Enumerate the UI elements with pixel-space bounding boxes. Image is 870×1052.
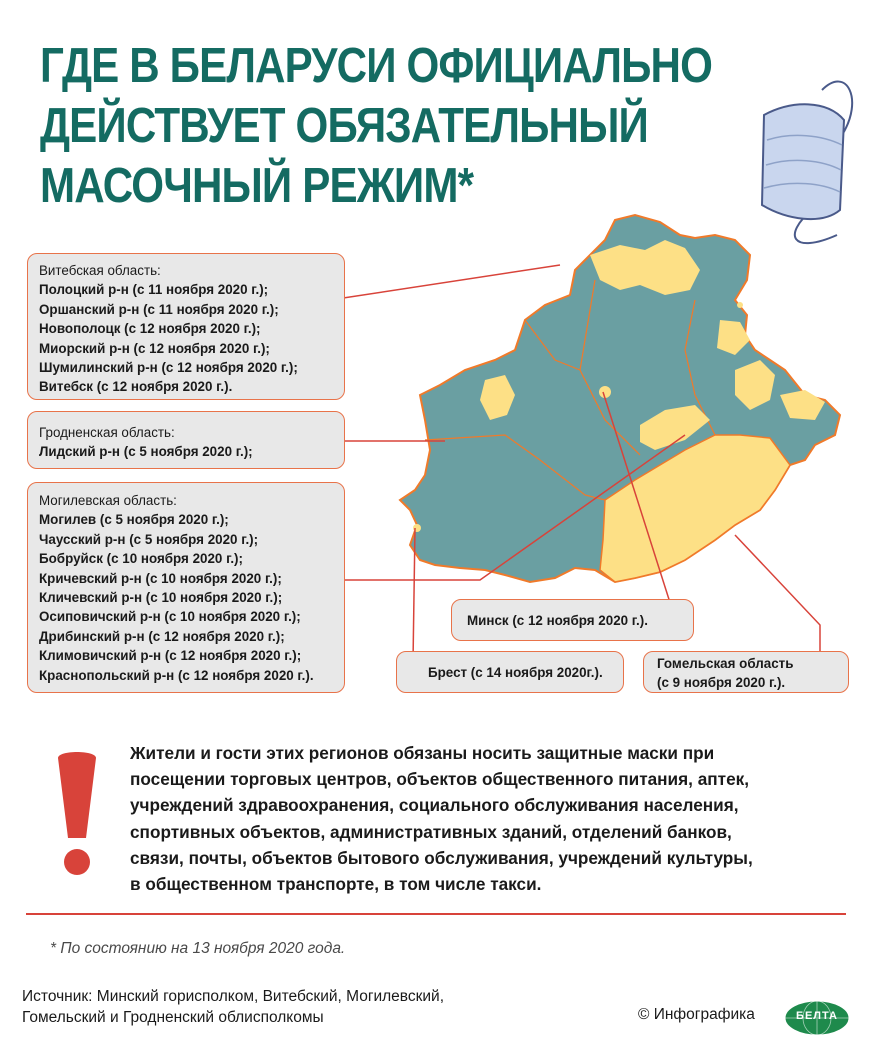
grodno-oblast-box xyxy=(27,411,345,469)
notice-line: Жители и гости этих регионов обязаны носить защитные маски при xyxy=(130,743,715,763)
source-line-2: Гомельский и Гродненский облисполкомы xyxy=(22,1009,324,1026)
list-item: Бобруйск (с 10 ноября 2020 г.); xyxy=(39,551,243,567)
brest-label: Брест (с 14 ноября 2020г.). xyxy=(428,665,603,680)
mogilev-oblast-box xyxy=(27,482,345,693)
source-line-1: Источник: Минский горисполком, Витебский, Могилевский, xyxy=(22,988,445,1005)
globe-logo-icon xyxy=(784,1000,850,1036)
title-line-3: МАСОЧНЫЙ РЕЖИМ* xyxy=(40,159,474,213)
brest-dot xyxy=(413,524,421,532)
infographic-credit: © Инфографика xyxy=(638,1006,755,1023)
minsk-box xyxy=(451,599,694,641)
gomel-label-line-2: (с 9 ноября 2020 г.). xyxy=(657,675,786,691)
mogilev-oblast-heading: Могилевская область: xyxy=(39,493,177,508)
page-title xyxy=(40,36,713,216)
list-item: Дрибинский р-н (с 12 ноября 2020 г.); xyxy=(39,628,285,644)
list-item: Краснопольский р-н (с 12 ноября 2020 г.). xyxy=(39,667,314,683)
footnote: * По состоянию на 13 ноября 2020 года. xyxy=(50,940,346,957)
list-item: Кричевский р-н (с 10 ноября 2020 г.); xyxy=(39,570,282,586)
list-item: Витебск (с 12 ноября 2020 г.). xyxy=(39,379,233,395)
notice-line: спортивных объектов, административных зданий, отделений банков, xyxy=(130,821,732,842)
list-item: Климовичский р-н (с 12 ноября 2020 г.); xyxy=(39,648,302,664)
notice-text xyxy=(130,740,840,897)
brest-box xyxy=(396,651,624,693)
list-item: Миорский р-н (с 12 ноября 2020 г.); xyxy=(39,340,270,356)
belarus-map xyxy=(395,210,865,590)
notice-line: связи, почты, объектов бытового обслуживания, учреждений культуры, xyxy=(130,847,753,868)
list-item: Лидский р-н (с 5 ноября 2020 г.); xyxy=(39,444,253,460)
vitebsk-oblast-heading: Витебская область: xyxy=(39,263,161,278)
list-item: Чаусский р-н (с 5 ноября 2020 г.); xyxy=(39,531,259,547)
notice-line: посещении торговых центров, объектов общественного питания, аптек, xyxy=(130,769,750,790)
list-item: Осиповичский р-н (с 10 ноября 2020 г.); xyxy=(39,609,301,625)
divider xyxy=(26,913,846,915)
list-item: Новополоцк (с 12 ноября 2020 г.); xyxy=(39,321,261,337)
grodno-oblast-heading: Гродненская область: xyxy=(39,425,175,440)
title-line-1: ГДЕ В БЕЛАРУСИ ОФИЦИАЛЬНО xyxy=(40,39,713,93)
list-item: Полоцкий р-н (с 11 ноября 2020 г.); xyxy=(39,282,269,298)
list-item: Оршанский р-н (с 11 ноября 2020 г.); xyxy=(39,301,279,317)
list-item: Шумилинский р-н (с 12 ноября 2020 г.); xyxy=(39,360,298,376)
source-credit xyxy=(22,986,444,1028)
list-item: Могилев (с 5 ноября 2020 г.); xyxy=(39,512,229,528)
gomel-label-line-1: Гомельская область xyxy=(657,656,794,671)
notice-line: учреждений здравоохранения, социального обслуживания населения, xyxy=(130,795,739,816)
minsk-label: Минск (с 12 ноября 2020 г.). xyxy=(467,613,648,628)
vitebsk-oblast-box xyxy=(27,253,345,400)
list-item: Кличевский р-н (с 10 ноября 2020 г.); xyxy=(39,590,283,606)
title-line-2: ДЕЙСТВУЕТ ОБЯЗАТЕЛЬНЫЙ xyxy=(40,99,648,153)
minsk-dot xyxy=(599,386,611,398)
notice-line: в общественном транспорте, в том числе такси. xyxy=(130,874,542,895)
exclamation-icon xyxy=(52,750,102,880)
logo-text: БЕЛТА xyxy=(796,1010,838,1022)
gomel-oblast-box xyxy=(643,651,849,693)
